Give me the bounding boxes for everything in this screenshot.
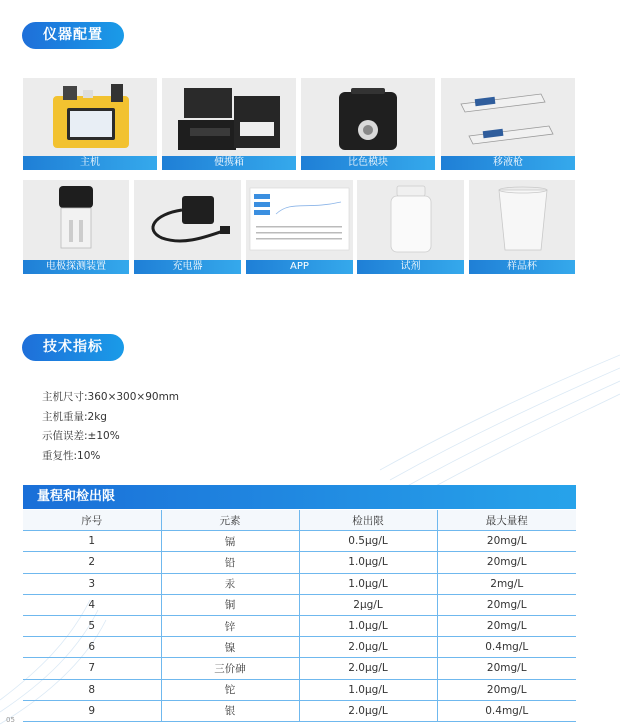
cell-detection-limit: 2.0μg/L xyxy=(299,637,437,658)
cell-element: 铊 xyxy=(161,679,299,700)
spec-list xyxy=(42,388,179,466)
table-row xyxy=(23,679,576,700)
cell-detection-limit: 2μg/L xyxy=(299,594,437,615)
component-tile-reagent xyxy=(357,180,464,274)
app-screen-icon xyxy=(246,180,353,260)
section-title-specs: 技术指标 xyxy=(22,334,124,361)
cell-element: 镉 xyxy=(161,531,299,552)
cell-element: 铅 xyxy=(161,552,299,573)
cell-max-range: 20mg/L xyxy=(437,552,576,573)
cell-max-range: 20mg/L xyxy=(437,615,576,636)
component-tile-cup xyxy=(469,180,575,274)
cell-element: 三价砷 xyxy=(161,658,299,679)
range-table xyxy=(23,510,576,722)
electrode-probe-icon xyxy=(23,180,129,260)
cell-index: 2 xyxy=(23,552,161,573)
cell-detection-limit: 1.0μg/L xyxy=(299,552,437,573)
column-header: 元素 xyxy=(161,510,299,531)
page-number: 05 xyxy=(6,716,15,724)
column-header: 检出限 xyxy=(299,510,437,531)
cell-index: 3 xyxy=(23,573,161,594)
cell-element: 汞 xyxy=(161,573,299,594)
cell-max-range: 2mg/L xyxy=(437,573,576,594)
table-row xyxy=(23,594,576,615)
spec-item: 主机尺寸:360×300×90mm xyxy=(42,391,180,403)
component-tile-electrode xyxy=(23,180,129,274)
component-tile-case xyxy=(162,78,296,170)
component-label: 试剂 xyxy=(357,260,464,274)
colorimetric-module-icon xyxy=(301,78,435,156)
cell-element: 镍 xyxy=(161,637,299,658)
cell-detection-limit: 1.0μg/L xyxy=(299,615,437,636)
cell-max-range: 0.4mg/L xyxy=(437,637,576,658)
table-header-row xyxy=(23,510,576,531)
cell-detection-limit: 0.5μg/L xyxy=(299,531,437,552)
table-row xyxy=(23,700,576,721)
cell-max-range: 0.4mg/L xyxy=(437,700,576,721)
reagent-bottle-icon xyxy=(357,180,464,260)
cell-detection-limit: 1.0μg/L xyxy=(299,679,437,700)
cell-max-range: 20mg/L xyxy=(437,531,576,552)
cell-detection-limit: 2.0μg/L xyxy=(299,700,437,721)
section-title-config: 仪器配置 xyxy=(22,22,124,49)
table-row xyxy=(23,531,576,552)
component-label: 样品杯 xyxy=(469,260,575,274)
cell-element: 银 xyxy=(161,700,299,721)
component-tile-module xyxy=(301,78,435,170)
cell-index: 5 xyxy=(23,615,161,636)
cell-max-range: 20mg/L xyxy=(437,594,576,615)
tablet-analyzer-icon xyxy=(23,78,157,156)
column-header: 最大量程 xyxy=(437,510,576,531)
cell-index: 8 xyxy=(23,679,161,700)
cell-max-range: 20mg/L xyxy=(437,679,576,700)
carrying-case-icon xyxy=(162,78,296,156)
table-row xyxy=(23,552,576,573)
component-tile-charger xyxy=(134,180,241,274)
component-label: 比色模块 xyxy=(301,156,435,170)
cell-detection-limit: 1.0μg/L xyxy=(299,573,437,594)
column-header: 序号 xyxy=(23,510,161,531)
component-label: 移液枪 xyxy=(441,156,575,170)
table-title: 量程和检出限 xyxy=(23,485,576,509)
cell-element: 锌 xyxy=(161,615,299,636)
table-row xyxy=(23,615,576,636)
table-row xyxy=(23,658,576,679)
pipette-icon xyxy=(441,78,575,156)
component-label: APP xyxy=(246,260,353,274)
cell-index: 9 xyxy=(23,700,161,721)
cell-index: 6 xyxy=(23,637,161,658)
spec-item: 重复性:10% xyxy=(42,449,101,462)
cell-index: 4 xyxy=(23,594,161,615)
cell-detection-limit: 2.0μg/L xyxy=(299,658,437,679)
component-label: 电极探测装置 xyxy=(23,260,129,274)
component-label: 便携箱 xyxy=(162,156,296,170)
cell-max-range: 20mg/L xyxy=(437,658,576,679)
component-tile-pipette xyxy=(441,78,575,170)
cell-element: 铜 xyxy=(161,594,299,615)
component-label: 主机 xyxy=(23,156,157,170)
spec-item: 主机重量:2kg xyxy=(42,410,107,423)
cell-index: 1 xyxy=(23,531,161,552)
table-row xyxy=(23,637,576,658)
table-row xyxy=(23,573,576,594)
charger-icon xyxy=(134,180,241,260)
component-tile-host xyxy=(23,78,157,170)
spec-item: 示值误差:±10% xyxy=(42,430,120,443)
component-tile-app xyxy=(246,180,353,274)
sample-cup-icon xyxy=(469,180,575,260)
cell-index: 7 xyxy=(23,658,161,679)
component-label: 充电器 xyxy=(134,260,241,274)
